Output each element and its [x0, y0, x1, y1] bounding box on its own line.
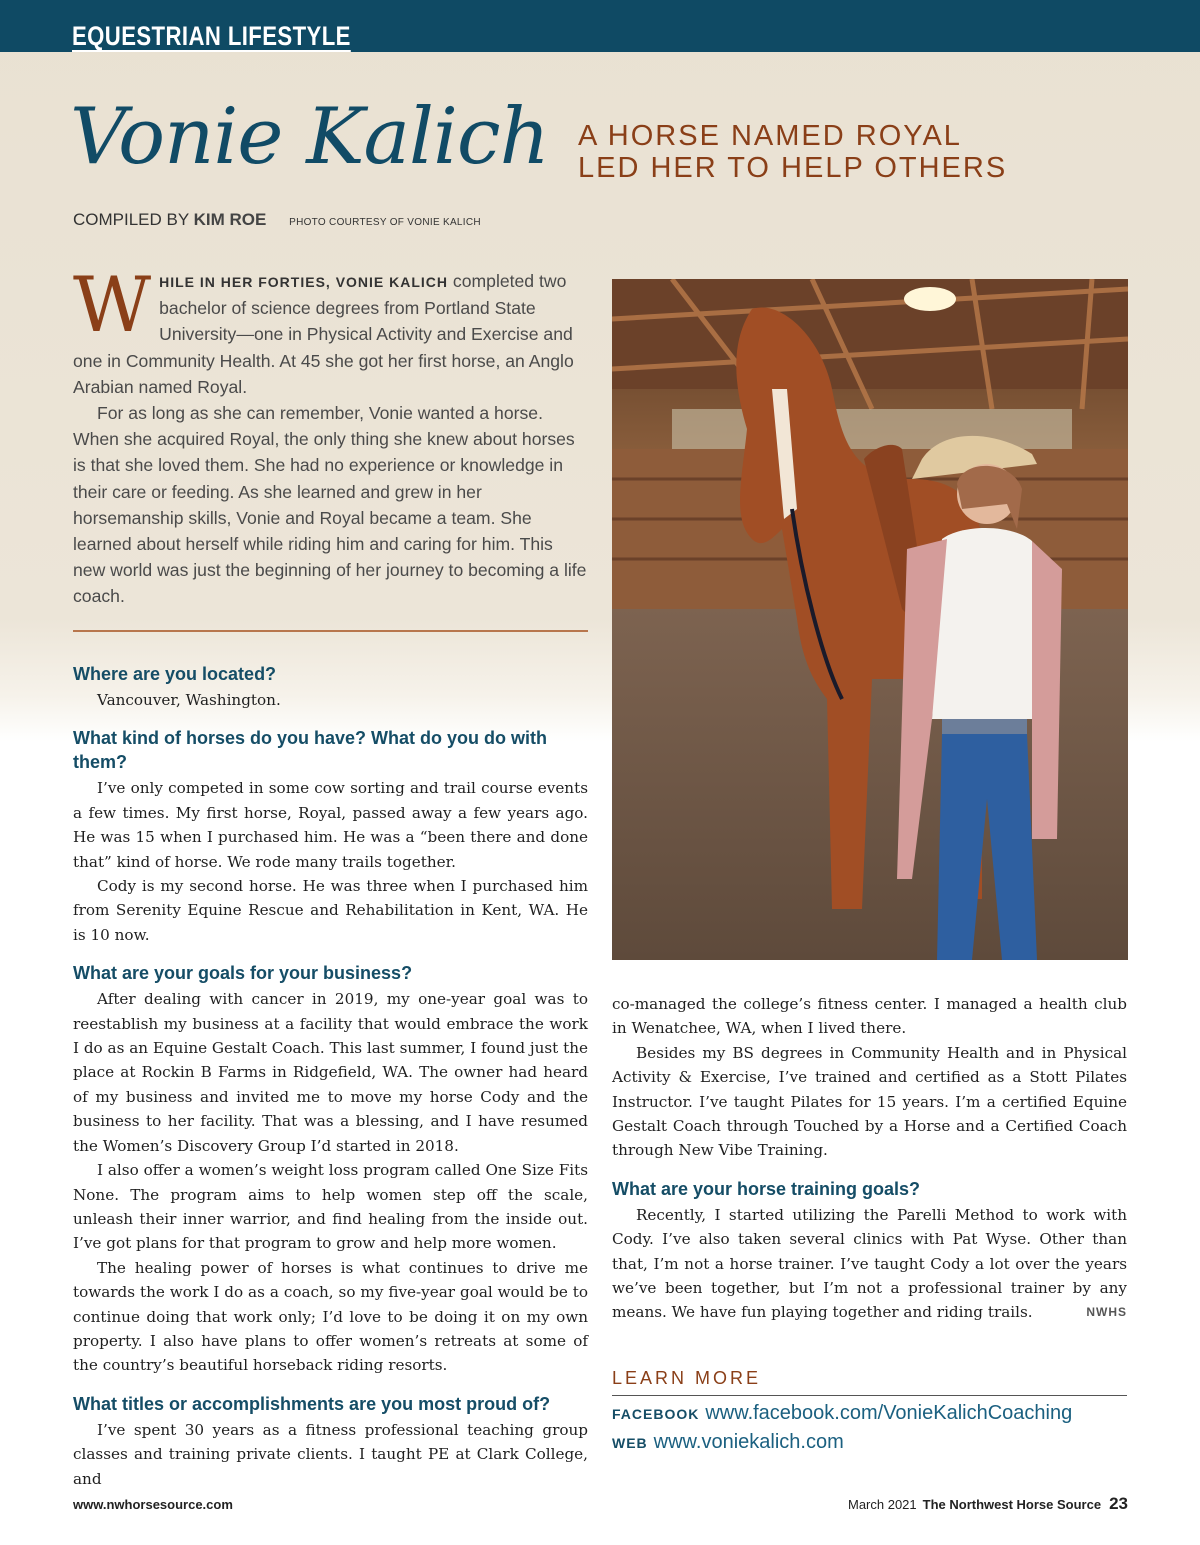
intro-block [73, 260, 588, 610]
learn-more-heading: LEARN MORE [612, 1368, 1127, 1396]
answer-location: Vancouver, Washington. [97, 691, 281, 709]
facebook-link[interactable]: www.facebook.com/VonieKalichCoaching [705, 1402, 1073, 1424]
answer-accomplishments-cont: co-managed the college’s fitness center. I managed a health club in Wenatchee, WA, when I lived there. [612, 995, 1127, 1038]
web-label: WEB [612, 1435, 648, 1451]
section-divider [73, 630, 588, 632]
answer-goals-2: I also offer a women’s weight loss program called One Size Fits None. The program aims to help women step off the scale, unleash their inner warrior, and find healing from the inside out. I’ve got plans for that program to grow and help more women. [73, 1161, 588, 1253]
intro-paragraph-1 [73, 260, 588, 400]
answer-accomplishments-1: I’ve spent 30 years as a fitness professional teaching group classes and training private clients. I taught PE at Clark College, and [73, 1420, 588, 1488]
question-training: What are your horse training goals? [612, 1178, 921, 1199]
portrait-photo [612, 279, 1128, 960]
byline [73, 210, 481, 230]
subtitle-line-2: LED HER TO HELP OTHERS [578, 152, 1008, 184]
intro-lead: HILE IN HER FORTIES, VONIE KALICH [159, 274, 449, 290]
signoff: NWHS [1086, 1305, 1127, 1320]
web-row [612, 1431, 1127, 1454]
facebook-label: FACEBOOK [612, 1406, 700, 1422]
answer-horses-2: Cody is my second horse. He was three when I purchased him from Serenity Equine Rescue and Rehabilitation in Kent, WA. He is 10 now. [73, 877, 588, 944]
article-subtitle [578, 120, 1007, 184]
answer-horses-1: I’ve only competed in some cow sorting and trail course events a few times. My first horse, Royal, passed away a few years ago. He was 15 when I purchased him. He was a “been there and done that” kind of horse. We rode many trails together. [73, 779, 588, 871]
page-number: 23 [1109, 1494, 1128, 1513]
section-label: EQUESTRIAN LIFESTYLE [72, 21, 351, 51]
question-horses: What kind of horses do you have? What do you do with them? [73, 728, 547, 773]
question-location: Where are you located? [73, 664, 277, 684]
question-goals: What are your goals for your business? [73, 963, 413, 984]
footer-info [848, 1494, 1128, 1514]
byline-author: KIM ROE [193, 210, 267, 229]
right-column [612, 992, 1127, 1325]
byline-prefix: COMPILED BY [73, 210, 194, 229]
subtitle-line-1: A HORSE NAMED ROYAL [578, 120, 962, 152]
answer-training [612, 1203, 1127, 1325]
question-accomplishments: What titles or accomplishments are you most proud of? [73, 1393, 551, 1414]
horse-and-woman-photo [612, 279, 1128, 960]
intro-paragraph-2: For as long as she can remember, Vonie wanted a horse. When she acquired Royal, the only thing she knew about horses is that she loved them. She had no experience or knowledge in their care or feeding. As she learned and grew in her horsemanship skills, Vonie and Royal became a team. She learned about herself while riding him and caring for him. This new world was just the beginning of her journey to becoming a life coach. [73, 403, 587, 607]
left-column [73, 652, 588, 1491]
web-link[interactable]: www.voniekalich.com [653, 1431, 844, 1453]
drop-cap: W [73, 260, 152, 349]
article-title: Vonie Kalich [70, 92, 549, 182]
facebook-row [612, 1402, 1127, 1425]
photo-credit: PHOTO COURTESY OF VONIE KALICH [289, 217, 481, 228]
footer-date: March 2021 [847, 1497, 917, 1512]
answer-goals-3: The healing power of horses is what continues to drive me towards the work I do as a coach, so my five-year goal would be to continue doing that work only; I’d love to be doing it on my own property. I also have plans to offer women’s retreats at some of the country’s beautiful horseback riding resorts. [73, 1258, 588, 1375]
learn-more-box [612, 1368, 1127, 1454]
intro-text: completed two bachelor of science degrees from Portland State University—one in Physical Activity and Exercise and one in Community Health. At 45 she got her first horse, an Anglo Arabian named Royal. [73, 271, 574, 397]
answer-goals-1: After dealing with cancer in 2019, my one-year goal was to reestablish my business at a facility that would embrace the work I do as an Equine Gestalt Coach. This last summer, I found just the place at Rockin B Farms in Ridgefield, WA. The owner had heard of my business and invited me to move my horse Cody and the business to her facility. That was a blessing, and I have resumed the Women’s Discovery Group I’d started in 2018. [73, 990, 588, 1155]
answer-training-text: Recently, I started utilizing the Parelli Method to work with Cody. I’ve also taken several clinics with Pat Wyse. Other than that, I’m not a horse trainer. I’ve taught Cody a lot over the years we’ve been together, but I’m not a professional trainer by any means. We have fun playing together and riding trails. [612, 1205, 1127, 1322]
footer-site[interactable]: www.nwhorsesource.com [73, 1497, 233, 1512]
footer-publication: The Northwest Horse Source [922, 1497, 1102, 1512]
answer-accomplishments-2: Besides my BS degrees in Community Health and in Physical Activity & Exercise, I’ve trained and certified as a Stott Pilates Instructor. I’ve taught Pilates for 15 years. I’m a certified Equine Gestalt Coach through Touched by a Horse and a Certified Coach through New Vibe Training. [612, 1043, 1127, 1160]
